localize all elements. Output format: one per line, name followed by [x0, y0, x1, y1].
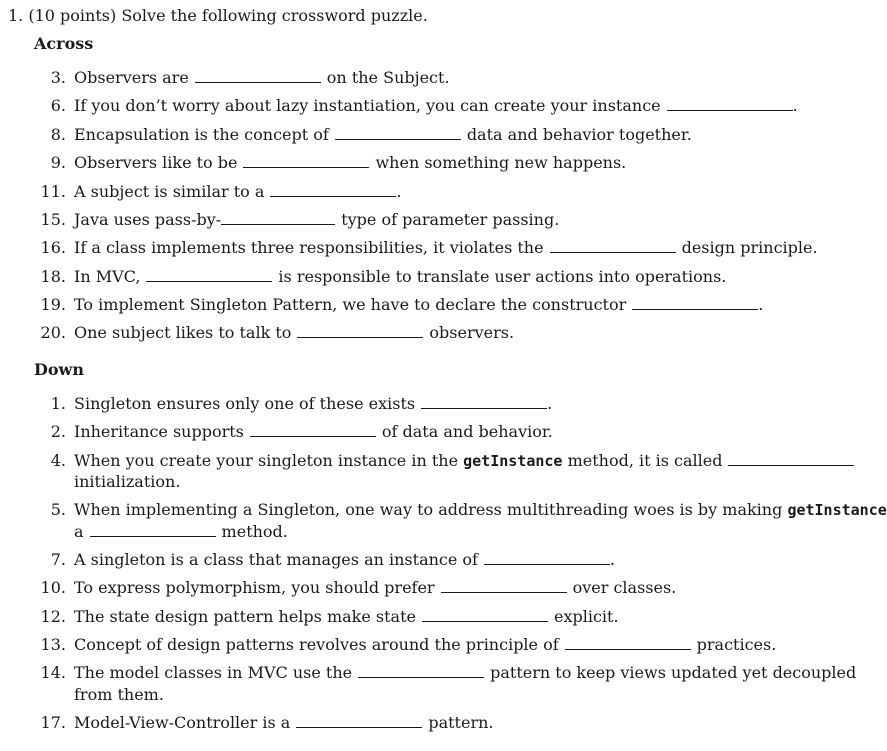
- answer-blank: [358, 665, 484, 678]
- answer-blank: [667, 98, 793, 111]
- down-clue-4-continuation: initialization.: [74, 472, 181, 491]
- question-text: (10 points) Solve the following crossword puzzle.: [28, 6, 428, 25]
- question-number: 1.: [8, 6, 24, 25]
- down-clue-4: 4. When you create your singleton instance in the getInstance method, it is called: [28, 451, 854, 471]
- down-clue-12: 12. The state design pattern helps make state explicit.: [40, 607, 619, 626]
- answer-blank: [565, 637, 691, 650]
- across-clue-16: 16. If a class implements three responsibilities, it violates the design principle.: [40, 238, 818, 257]
- across-clue-20: 20. One subject likes to talk to observers.: [40, 323, 515, 342]
- down-clue-5-continuation: a method.: [74, 522, 288, 541]
- down-clue-17: 17. Model-View-Controller is a pattern.: [40, 713, 494, 732]
- answer-blank: [441, 580, 567, 593]
- across-clue-11: 11. A subject is similar to a .: [40, 182, 402, 201]
- answer-blank: [146, 269, 272, 282]
- down-clue-13: 13. Concept of design patterns revolves around the principle of practices.: [40, 635, 777, 654]
- across-clue-8: 8. Encapsulation is the concept of data and behavior together.: [50, 125, 692, 144]
- answer-blank: [550, 240, 676, 253]
- across-clue-9: 9. Observers like to be when something new happens.: [50, 153, 627, 172]
- down-clue-2: 2. Inheritance supports of data and behavior.: [50, 422, 553, 441]
- question-header: [8, 6, 428, 26]
- down-heading: Down: [34, 360, 84, 379]
- down-clue-14: 14. The model classes in MVC use the pattern to keep views updated yet decoupled: [40, 663, 857, 682]
- answer-blank: [335, 127, 461, 140]
- answer-blank: [195, 70, 321, 83]
- down-clue-14-continuation: from them.: [74, 685, 164, 704]
- across-clue-18: 18. In MVC, is responsible to translate user actions into operations.: [40, 267, 727, 286]
- across-clue-6: 6. If you don’t worry about lazy instantiation, you can create your instance .: [50, 96, 798, 115]
- across-clue-19: 19. To implement Singleton Pattern, we have to declare the constructor .: [40, 295, 764, 314]
- answer-blank: [632, 297, 758, 310]
- down-clue-10: 10. To express polymorphism, you should prefer over classes.: [40, 578, 677, 597]
- across-clue-3: 3. Observers are on the Subject.: [50, 68, 450, 87]
- down-clue-7: 7. A singleton is a class that manages an instance of .: [50, 550, 616, 569]
- answer-blank: [243, 155, 369, 168]
- down-clue-1: 1. Singleton ensures only one of these exists .: [50, 394, 553, 413]
- answer-blank: [270, 184, 396, 197]
- answer-blank: [297, 325, 423, 338]
- answer-blank: [484, 552, 610, 565]
- answer-blank: [90, 524, 216, 537]
- answer-blank: [296, 715, 422, 728]
- answer-blank: [221, 212, 335, 225]
- across-heading: Across: [34, 34, 94, 53]
- answer-blank: [250, 424, 376, 437]
- down-clue-5: 5. When implementing a Singleton, one way to address multithreading woes is by making getInstance: [50, 500, 887, 519]
- answer-blank: [421, 396, 547, 409]
- across-clue-15: 15. Java uses pass-by- type of parameter passing.: [40, 210, 560, 229]
- answer-blank: [728, 453, 854, 466]
- answer-blank: [422, 609, 548, 622]
